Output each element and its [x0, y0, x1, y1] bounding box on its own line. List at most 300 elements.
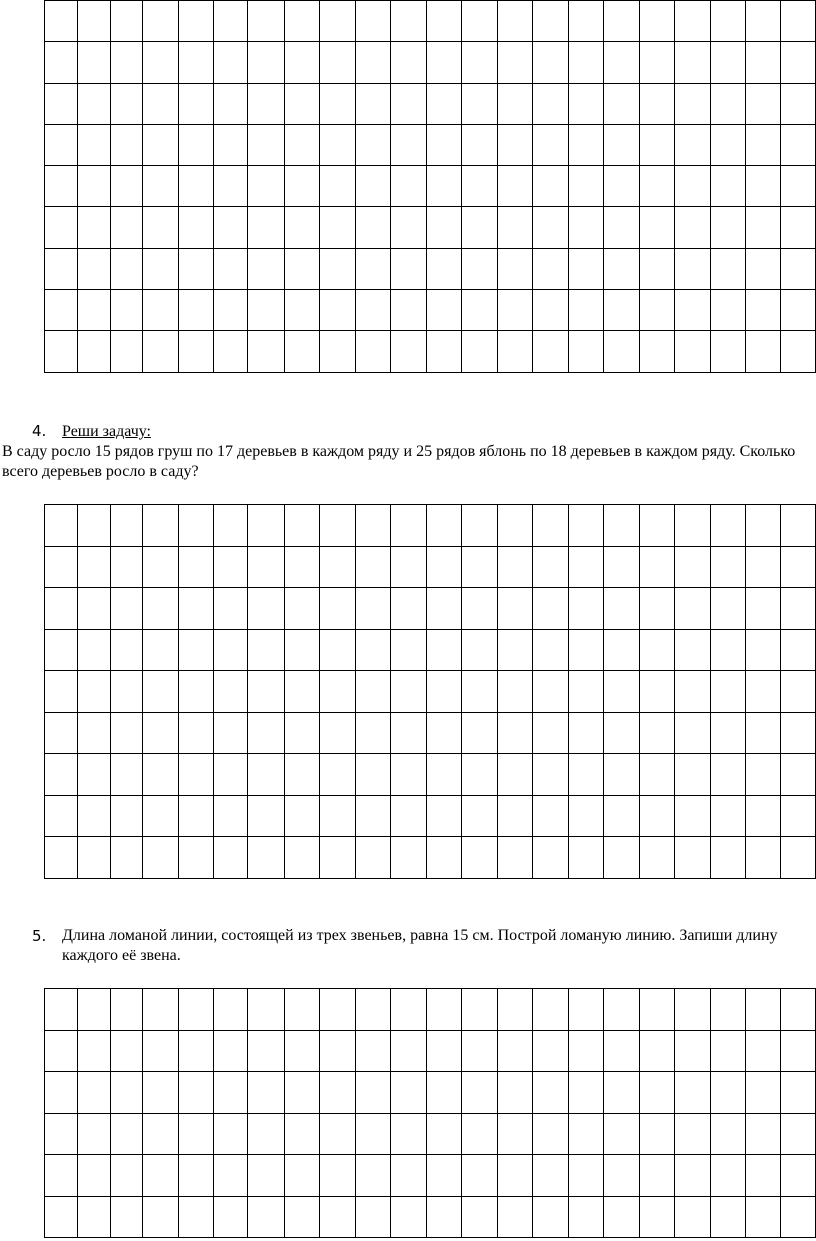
grid-cell — [533, 629, 568, 671]
grid-cell — [639, 754, 674, 796]
grid-cell — [213, 1, 247, 42]
grid-cell — [110, 1155, 142, 1197]
grid-cell — [78, 83, 110, 124]
grid-cell — [355, 42, 390, 83]
grid-cell — [213, 837, 247, 879]
grid-cell — [213, 166, 247, 207]
grid-cell — [675, 588, 710, 630]
grid-cell — [426, 546, 461, 588]
grid-cell — [497, 1113, 532, 1155]
grid-cell — [745, 207, 780, 248]
grid-cell — [604, 331, 639, 372]
grid-cell — [284, 248, 319, 289]
grid-cell — [745, 754, 780, 796]
grid-cell — [143, 1072, 178, 1114]
grid-cell — [45, 1030, 78, 1072]
grid-cell — [497, 837, 532, 879]
grid-cell — [355, 1196, 390, 1238]
grid-cell — [462, 1030, 497, 1072]
grid-cell — [213, 42, 247, 83]
grid-cell — [355, 1072, 390, 1114]
grid-cell — [143, 1, 178, 42]
grid-cell — [110, 1072, 142, 1114]
grid-cell — [781, 712, 816, 754]
grid-cell — [284, 671, 319, 713]
task-4-text: В саду росло 15 рядов груш по 17 деревьев в каждом ряду и 25 рядов яблонь по 18 деревьев в каждом ряду. Сколько всего деревьев росло в саду? — [2, 443, 796, 480]
grid-cell — [320, 505, 355, 547]
grid-cell — [391, 505, 426, 547]
grid-cell — [568, 1030, 603, 1072]
grid-cell — [45, 1, 78, 42]
grid-cell — [143, 588, 178, 630]
grid-cell — [391, 1, 426, 42]
grid-cell — [462, 989, 497, 1031]
grid-cell — [284, 505, 319, 547]
grid-row — [45, 588, 816, 630]
grid-cell — [143, 42, 178, 83]
grid-cell — [45, 546, 78, 588]
grid-cell — [248, 1030, 285, 1072]
grid-cell — [462, 629, 497, 671]
grid-cell — [391, 546, 426, 588]
grid-cell — [745, 1072, 780, 1114]
grid-row — [45, 795, 816, 837]
grid-cell — [568, 588, 603, 630]
grid-cell — [426, 629, 461, 671]
grid-cell — [497, 671, 532, 713]
grid-cell — [462, 505, 497, 547]
grid-cell — [248, 1113, 285, 1155]
grid-cell — [533, 505, 568, 547]
grid-cell — [391, 207, 426, 248]
grid-cell — [568, 248, 603, 289]
grid-cell — [604, 754, 639, 796]
grid-cell — [178, 290, 213, 331]
grid-cell — [604, 671, 639, 713]
grid-cell — [45, 83, 78, 124]
grid-cell — [533, 754, 568, 796]
grid-cell — [604, 629, 639, 671]
grid-cell — [213, 331, 247, 372]
grid-cell — [143, 989, 178, 1031]
grid-cell — [143, 837, 178, 879]
grid-cell — [355, 795, 390, 837]
grid-cell — [320, 1155, 355, 1197]
grid-cell — [710, 629, 745, 671]
grid-cell — [426, 712, 461, 754]
grid-row — [45, 671, 816, 713]
grid-row — [45, 124, 816, 165]
grid-cell — [178, 837, 213, 879]
grid-cell — [284, 754, 319, 796]
grid-cell — [355, 1113, 390, 1155]
grid-cell — [462, 1113, 497, 1155]
grid-cell — [110, 989, 142, 1031]
grid-row — [45, 331, 816, 372]
grid-cell — [355, 754, 390, 796]
grid-cell — [143, 290, 178, 331]
grid-cell — [355, 837, 390, 879]
answer-grid-top — [44, 0, 816, 373]
answer-grid-task-5 — [44, 988, 816, 1238]
grid-cell — [675, 166, 710, 207]
grid-cell — [248, 837, 285, 879]
grid-cell — [355, 712, 390, 754]
grid-cell — [497, 83, 532, 124]
grid-cell — [781, 290, 816, 331]
grid-cell — [745, 166, 780, 207]
grid-cell — [355, 290, 390, 331]
grid-cell — [110, 546, 142, 588]
grid-cell — [497, 588, 532, 630]
grid-cell — [710, 1196, 745, 1238]
grid-cell — [284, 795, 319, 837]
grid-cell — [284, 1196, 319, 1238]
grid-cell — [781, 795, 816, 837]
grid-cell — [675, 207, 710, 248]
grid-cell — [110, 290, 142, 331]
grid-cell — [355, 248, 390, 289]
grid-cell — [213, 1155, 247, 1197]
grid-cell — [533, 837, 568, 879]
grid-cell — [45, 1072, 78, 1114]
grid-cell — [284, 837, 319, 879]
grid-cell — [639, 1155, 674, 1197]
grid-cell — [675, 754, 710, 796]
grid-row — [45, 248, 816, 289]
grid-row — [45, 505, 816, 547]
grid-cell — [391, 671, 426, 713]
grid-cell — [78, 331, 110, 372]
grid-cell — [248, 671, 285, 713]
grid-cell — [284, 1155, 319, 1197]
grid-cell — [462, 331, 497, 372]
grid-cell — [781, 248, 816, 289]
grid-cell — [213, 671, 247, 713]
grid-cell — [675, 331, 710, 372]
grid-cell — [426, 83, 461, 124]
grid-row — [45, 1072, 816, 1114]
grid-cell — [110, 671, 142, 713]
grid-cell — [745, 588, 780, 630]
grid-cell — [355, 629, 390, 671]
grid-cell — [426, 671, 461, 713]
grid-cell — [604, 42, 639, 83]
grid-cell — [213, 1030, 247, 1072]
grid-cell — [675, 989, 710, 1031]
grid-cell — [639, 42, 674, 83]
grid-cell — [45, 795, 78, 837]
grid-cell — [462, 207, 497, 248]
grid-cell — [781, 331, 816, 372]
grid-cell — [45, 629, 78, 671]
grid-cell — [355, 83, 390, 124]
grid-cell — [675, 1072, 710, 1114]
grid-cell — [45, 989, 78, 1031]
grid-cell — [213, 546, 247, 588]
grid-cell — [78, 1113, 110, 1155]
grid-cell — [178, 754, 213, 796]
grid-cell — [639, 124, 674, 165]
grid-cell — [391, 290, 426, 331]
grid-cell — [178, 42, 213, 83]
grid-cell — [462, 754, 497, 796]
grid-cell — [45, 124, 78, 165]
grid-cell — [45, 1155, 78, 1197]
grid-cell — [110, 754, 142, 796]
grid-cell — [110, 1, 142, 42]
grid-cell — [284, 1113, 319, 1155]
grid-cell — [45, 331, 78, 372]
grid-cell — [639, 290, 674, 331]
grid-cell — [604, 837, 639, 879]
grid-cell — [639, 1196, 674, 1238]
grid-cell — [178, 629, 213, 671]
grid-cell — [568, 546, 603, 588]
grid-cell — [745, 1155, 780, 1197]
grid-cell — [78, 588, 110, 630]
grid-cell — [533, 588, 568, 630]
grid-cell — [710, 83, 745, 124]
grid-cell — [568, 712, 603, 754]
grid-cell — [462, 248, 497, 289]
grid-cell — [110, 629, 142, 671]
grid-cell — [320, 331, 355, 372]
grid-cell — [45, 42, 78, 83]
grid-cell — [248, 629, 285, 671]
grid-cell — [320, 671, 355, 713]
grid-cell — [568, 754, 603, 796]
grid-cell — [284, 1030, 319, 1072]
grid-cell — [710, 166, 745, 207]
grid-cell — [78, 989, 110, 1031]
grid-cell — [320, 837, 355, 879]
grid-cell — [213, 207, 247, 248]
grid-cell — [78, 1, 110, 42]
grid-cell — [248, 1072, 285, 1114]
grid-cell — [781, 166, 816, 207]
grid-cell — [639, 1072, 674, 1114]
grid-cell — [675, 1155, 710, 1197]
grid-cell — [426, 1113, 461, 1155]
grid-cell — [320, 1030, 355, 1072]
grid-cell — [248, 1155, 285, 1197]
grid-cell — [284, 989, 319, 1031]
grid-cell — [355, 505, 390, 547]
grid-cell — [391, 42, 426, 83]
grid-cell — [639, 588, 674, 630]
grid-cell — [462, 1155, 497, 1197]
grid-cell — [568, 1196, 603, 1238]
grid-cell — [178, 505, 213, 547]
grid-cell — [568, 1155, 603, 1197]
task-4-title: Реши задачу: — [62, 423, 151, 440]
answer-grid-task-4 — [44, 504, 816, 879]
grid-cell — [213, 248, 247, 289]
grid-cell — [143, 712, 178, 754]
grid-cell — [178, 166, 213, 207]
grid-cell — [462, 290, 497, 331]
grid-cell — [320, 1, 355, 42]
grid-cell — [639, 795, 674, 837]
grid-cell — [568, 629, 603, 671]
grid-cell — [355, 331, 390, 372]
grid-cell — [78, 1072, 110, 1114]
grid-cell — [248, 1, 285, 42]
grid-cell — [355, 989, 390, 1031]
grid-cell — [45, 1196, 78, 1238]
grid-cell — [320, 166, 355, 207]
grid-cell — [604, 505, 639, 547]
grid-cell — [497, 290, 532, 331]
grid-cell — [710, 248, 745, 289]
grid-cell — [533, 124, 568, 165]
grid-cell — [178, 588, 213, 630]
grid-cell — [248, 290, 285, 331]
grid-cell — [568, 795, 603, 837]
grid-cell — [745, 1030, 780, 1072]
grid-cell — [110, 795, 142, 837]
grid-cell — [639, 546, 674, 588]
grid-cell — [745, 1196, 780, 1238]
grid-cell — [675, 1, 710, 42]
grid-row — [45, 1196, 816, 1238]
grid-cell — [143, 671, 178, 713]
grid-cell — [604, 989, 639, 1031]
grid-cell — [426, 166, 461, 207]
grid-cell — [391, 83, 426, 124]
grid-cell — [462, 712, 497, 754]
grid-cell — [320, 546, 355, 588]
grid-cell — [533, 166, 568, 207]
grid-cell — [604, 1196, 639, 1238]
grid-cell — [533, 1030, 568, 1072]
grid-cell — [781, 629, 816, 671]
grid-cell — [78, 795, 110, 837]
grid-cell — [391, 1113, 426, 1155]
grid-cell — [710, 712, 745, 754]
grid-cell — [497, 124, 532, 165]
grid-row — [45, 754, 816, 796]
grid-cell — [781, 546, 816, 588]
grid-cell — [284, 290, 319, 331]
grid-cell — [462, 1072, 497, 1114]
grid-cell — [497, 166, 532, 207]
grid-cell — [284, 83, 319, 124]
grid-cell — [320, 588, 355, 630]
grid-cell — [497, 207, 532, 248]
grid-cell — [78, 166, 110, 207]
grid-cell — [355, 207, 390, 248]
grid-cell — [284, 331, 319, 372]
grid-cell — [497, 546, 532, 588]
grid-cell — [497, 629, 532, 671]
grid-cell — [604, 1030, 639, 1072]
grid-cell — [178, 989, 213, 1031]
grid-cell — [675, 248, 710, 289]
grid-cell — [78, 207, 110, 248]
grid-cell — [213, 795, 247, 837]
grid-cell — [110, 42, 142, 83]
grid-cell — [178, 1030, 213, 1072]
grid-cell — [320, 1113, 355, 1155]
grid-cell — [639, 207, 674, 248]
grid-cell — [462, 83, 497, 124]
grid-cell — [639, 837, 674, 879]
grid-cell — [745, 1113, 780, 1155]
grid-cell — [213, 1113, 247, 1155]
grid-cell — [710, 290, 745, 331]
grid-cell — [320, 1072, 355, 1114]
grid-cell — [284, 124, 319, 165]
grid-cell — [781, 989, 816, 1031]
grid-cell — [710, 588, 745, 630]
grid-cell — [639, 671, 674, 713]
grid-row — [45, 1155, 816, 1197]
grid-cell — [45, 290, 78, 331]
grid-cell — [533, 795, 568, 837]
grid-cell — [178, 1196, 213, 1238]
grid-cell — [78, 754, 110, 796]
grid-cell — [391, 588, 426, 630]
grid-cell — [745, 629, 780, 671]
grid-cell — [568, 1072, 603, 1114]
grid-cell — [426, 505, 461, 547]
grid-cell — [533, 989, 568, 1031]
grid-cell — [639, 1030, 674, 1072]
grid-cell — [178, 546, 213, 588]
grid-cell — [391, 1072, 426, 1114]
grid-cell — [710, 1155, 745, 1197]
grid-cell — [462, 795, 497, 837]
grid-cell — [426, 989, 461, 1031]
grid-cell — [533, 1, 568, 42]
grid-cell — [110, 712, 142, 754]
grid-cell — [781, 1113, 816, 1155]
grid-cell — [110, 248, 142, 289]
grid-cell — [143, 1155, 178, 1197]
grid-cell — [178, 124, 213, 165]
grid-row — [45, 629, 816, 671]
grid-cell — [213, 1072, 247, 1114]
grid-cell — [426, 754, 461, 796]
grid-cell — [248, 588, 285, 630]
grid-cell — [781, 754, 816, 796]
grid-cell — [497, 248, 532, 289]
grid-cell — [78, 837, 110, 879]
grid-cell — [248, 248, 285, 289]
grid-cell — [745, 989, 780, 1031]
grid-cell — [213, 1196, 247, 1238]
grid-cell — [355, 1155, 390, 1197]
grid-cell — [426, 1072, 461, 1114]
grid-cell — [248, 712, 285, 754]
grid-cell — [604, 166, 639, 207]
grid-cell — [497, 1155, 532, 1197]
grid-cell — [426, 1030, 461, 1072]
grid-cell — [143, 331, 178, 372]
grid-cell — [248, 1196, 285, 1238]
grid-cell — [533, 1072, 568, 1114]
grid-cell — [426, 588, 461, 630]
grid-cell — [462, 837, 497, 879]
grid-cell — [45, 248, 78, 289]
grid-cell — [178, 712, 213, 754]
grid-cell — [78, 290, 110, 331]
grid-cell — [320, 248, 355, 289]
grid-cell — [781, 588, 816, 630]
grid-row — [45, 712, 816, 754]
